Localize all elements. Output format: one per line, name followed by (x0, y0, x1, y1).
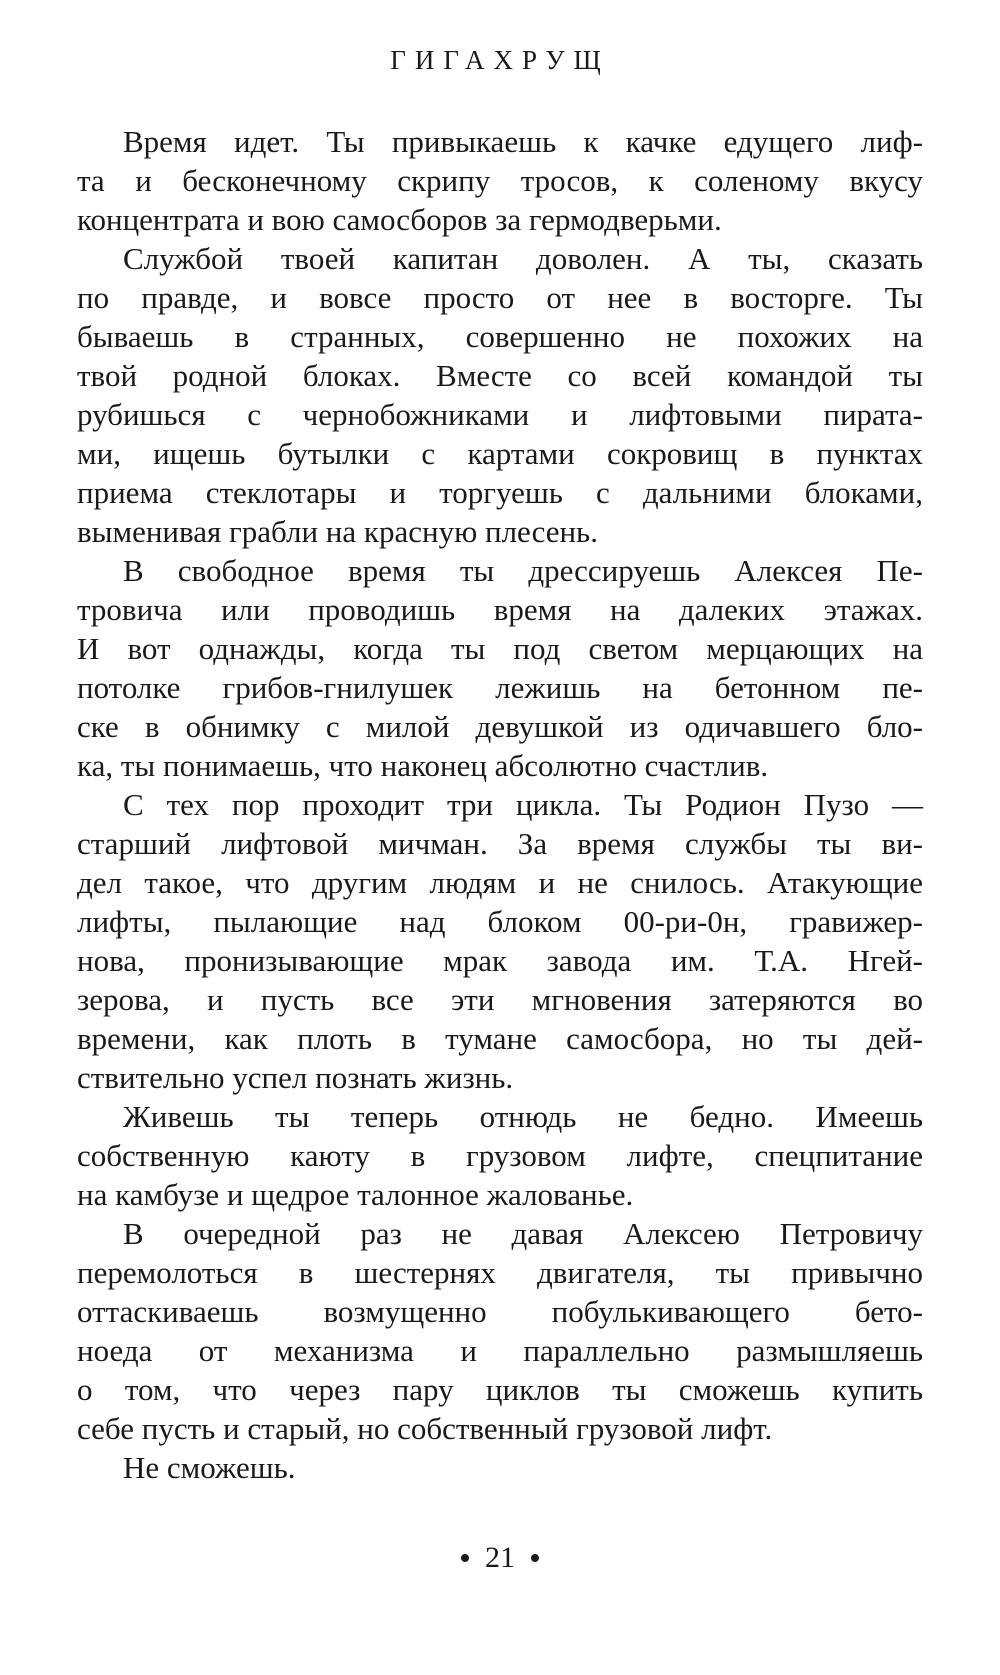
text-line: ка, ты понимаешь, что наконец абсолютно счастлив. (77, 748, 769, 783)
text-line: твой родной блоках. Вместе со всей командой ты (77, 358, 923, 393)
paragraph (77, 551, 923, 785)
bullet-icon (531, 1554, 539, 1562)
running-head: ГИГАХРУЩ (390, 45, 610, 75)
body-text (77, 122, 923, 1487)
text-line: нова, пронизывающие мрак завода им. Т.А. Нгей- (77, 943, 923, 978)
text-line: та и бесконечному скрипу тросов, к соленому вкусу (77, 163, 923, 198)
text-line: Время идет. Ты привыкаешь к качке едущего лиф- (123, 124, 923, 159)
text-line: приема стеклотары и торгуешь с дальними блоками, (77, 475, 923, 510)
text-line: дел такое, что другим людям и не снилось. Атакующие (77, 865, 923, 900)
bullet-icon (461, 1554, 469, 1562)
paragraph (77, 785, 923, 1097)
text-line: оттаскиваешь возмущенно побулькивающего бето- (77, 1294, 923, 1329)
text-line: времени, как плоть в тумане самосбора, но ты дей- (77, 1021, 923, 1056)
text-line: И вот однажды, когда ты под светом мерцающих на (77, 631, 923, 666)
paragraph (77, 1448, 923, 1487)
text-line: рубишься с чернобожниками и лифтовыми пирата- (77, 397, 923, 432)
text-line: выменивая грабли на красную плесень. (77, 514, 598, 549)
text-line: зерова, и пусть все эти мгновения затеряются во (77, 982, 923, 1017)
text-line: Живешь ты теперь отнюдь не бедно. Имеешь (123, 1099, 923, 1134)
text-line: В очередной раз не давая Алексею Петровичу (123, 1216, 923, 1251)
page-number: 21 (485, 1541, 515, 1574)
text-line: Службой твоей капитан доволен. А ты, сказать (123, 241, 923, 276)
text-line: ске в обнимку с милой девушкой из одичавшего бло- (77, 709, 923, 744)
text-line: на камбузе и щедрое талонное жалованье. (77, 1177, 634, 1212)
paragraph (77, 1097, 923, 1214)
text-line: ноеда от механизма и параллельно размышляешь (77, 1333, 923, 1368)
text-line: лифты, пылающие над блоком 00-ри-0н, гравижер- (77, 904, 923, 939)
text-line: потолке грибов-гнилушек лежишь на бетонном пе- (77, 670, 923, 705)
paragraph (77, 239, 923, 551)
page-number-footer (0, 1540, 1000, 1576)
text-line: собственную каюту в грузовом лифте, спецпитание (77, 1138, 923, 1173)
paragraph (77, 1214, 923, 1448)
text-line: ми, ищешь бутылки с картами сокровищ в пунктах (77, 436, 923, 471)
text-line: старший лифтовой мичман. За время службы ты ви- (77, 826, 923, 861)
text-line: В свободное время ты дрессируешь Алексея Пе- (123, 553, 923, 588)
paragraph (77, 122, 923, 239)
text-line: бываешь в странных, совершенно не похожих на (77, 319, 923, 354)
text-line: тровича или проводишь время на далеких этажах. (77, 592, 923, 627)
text-line: о том, что через пару циклов ты сможешь купить (77, 1372, 923, 1407)
text-line: Не сможешь. (123, 1450, 296, 1485)
text-line: себе пусть и старый, но собственный грузовой лифт. (77, 1411, 773, 1446)
text-line: по правде, и вовсе просто от нее в восторге. Ты (77, 280, 923, 315)
text-line: перемолоться в шестернях двигателя, ты привычно (77, 1255, 923, 1290)
text-line: концентрата и вою самосборов за гермодверьми. (77, 202, 722, 237)
text-line: С тех пор проходит три цикла. Ты Родион Пузо — (123, 787, 923, 822)
text-line: ствительно успел познать жизнь. (77, 1060, 514, 1095)
